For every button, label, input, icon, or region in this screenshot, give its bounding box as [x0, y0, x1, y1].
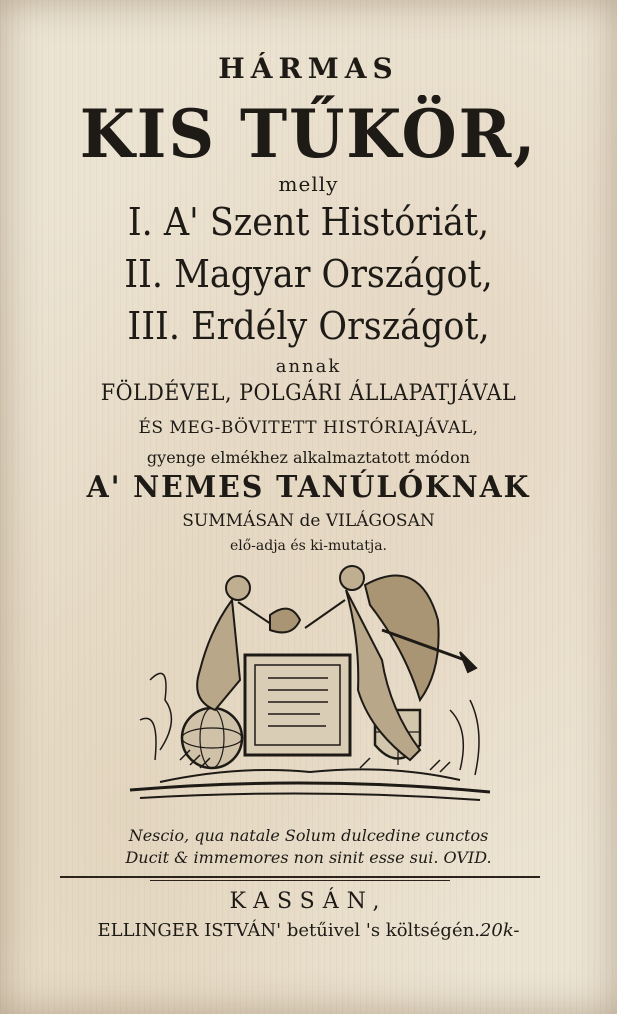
handwritten-note: 20k- — [479, 920, 520, 941]
imprint-place: KASSÁN, — [229, 889, 388, 914]
contents-line-1: I. A' Szent Históriát, — [127, 200, 490, 244]
title-line-harmas: HÁRMAS — [218, 52, 399, 85]
latin-quote-line-1: Nescio, qua natale Solum dulcedine cunctos — [128, 826, 489, 845]
title-line-melly: melly — [278, 172, 339, 196]
subtitle-line-3: gyenge elmékhez alkalmaztatott módon — [146, 448, 471, 467]
dedication-line: A' NEMES TANÚLÓKNAK — [86, 470, 531, 505]
divider-rule-thin — [150, 880, 450, 881]
divider-rule — [60, 876, 540, 878]
subtitle-line-2: ÉS MEG-BÖVITETT HISTÓRIAJÁVAL, — [138, 418, 479, 438]
author-line: elő-adja és ki-mutatja. — [229, 538, 387, 554]
title-line-annak: annak — [275, 356, 342, 377]
contents-line-3: III. Erdély Országot, — [127, 304, 490, 348]
latin-quote-line-2: Ducit & immemores non sinit esse sui. OVID. — [125, 848, 492, 867]
main-title: KIS TŰKÖR, — [79, 95, 538, 173]
engraved-vignette — [120, 560, 500, 810]
subtitle-line-1: FÖLDÉVEL, POLGÁRI ÁLLAPATJÁVAL — [100, 381, 517, 406]
imprint-printer — [0, 920, 617, 941]
summary-line: SUMMÁSAN de VILÁGOSAN — [182, 511, 435, 531]
imprint-printer-text: ELLINGER ISTVÁN' betűivel 's költségén. — [97, 920, 480, 941]
contents-line-2: II. Magyar Országot, — [124, 252, 493, 296]
